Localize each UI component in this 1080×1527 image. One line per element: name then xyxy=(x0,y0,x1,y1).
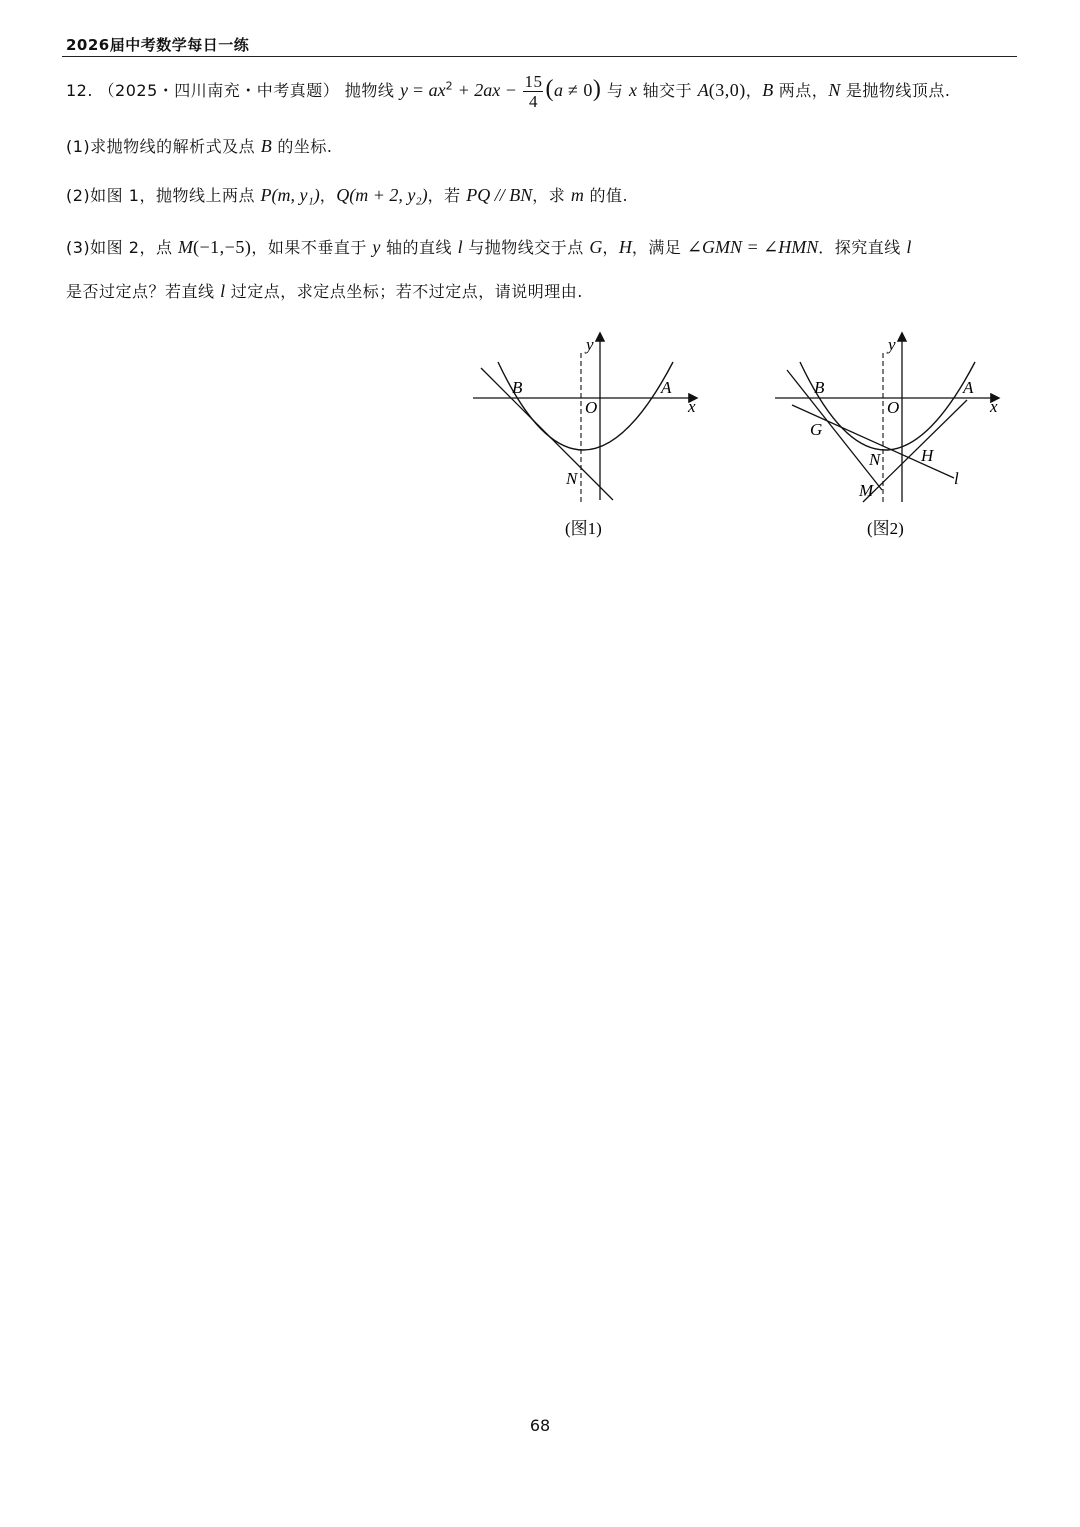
figure-1-label-A: A xyxy=(661,378,672,397)
figure-2-label-y: y xyxy=(888,335,896,354)
figure-1-label-y: y xyxy=(586,335,594,354)
figure-2-svg xyxy=(770,320,1010,545)
figure-1-label-O: O xyxy=(585,398,598,417)
part-3-text-f: ．探究直线 xyxy=(818,238,907,257)
line-BN xyxy=(481,368,613,500)
variable-m: m xyxy=(570,185,584,205)
equation-middle: + 2ax − xyxy=(453,80,522,100)
part-2 xyxy=(66,183,628,208)
figure-2-label-G: G xyxy=(810,420,823,439)
figure-1-label-N: N xyxy=(566,469,578,488)
part-3-text-e: ，满足 xyxy=(631,238,687,257)
figure-2-label-A: A xyxy=(963,378,974,397)
point-A-coordinates: (3,0) xyxy=(708,80,746,100)
page-number: 68 xyxy=(529,1416,551,1435)
equation-equals: = xyxy=(407,80,429,100)
point-P-coordinates: (m, y₁) xyxy=(271,185,320,205)
figure-1-caption: (图1) xyxy=(565,519,602,538)
fraction-numerator: 15 xyxy=(524,72,543,91)
header-rule xyxy=(62,56,1017,57)
part-1-text-b: 的坐标. xyxy=(271,137,333,156)
parallel-condition: PQ // BN xyxy=(466,185,533,205)
x-variable: x xyxy=(629,80,638,100)
point-H: H xyxy=(618,237,632,257)
stem-two-points: 两点， xyxy=(773,81,829,100)
figure-1-label-B: B xyxy=(512,378,523,397)
stem-axis: 轴交于 xyxy=(637,81,698,100)
point-A: A xyxy=(697,80,709,100)
part-3-label: (3) xyxy=(66,238,91,257)
stem-with: 与 xyxy=(606,81,630,100)
point-Q-coordinates: (m + 2, y₂) xyxy=(349,185,428,205)
part-3-text-h: 过定点，求定点坐标；若不过定点，请说明理由. xyxy=(225,282,583,301)
part-3-line-2 xyxy=(66,279,583,304)
point-M-coordinates: (−1,−5) xyxy=(193,237,252,257)
condition-close-paren: ) xyxy=(592,76,602,102)
fraction-denominator: 4 xyxy=(528,92,538,111)
figure-2-label-x: x xyxy=(990,397,998,416)
part-1 xyxy=(66,134,332,159)
stem-intro: 抛物线 xyxy=(344,81,395,100)
figure-1-svg xyxy=(470,320,710,545)
figure-2-caption: (图2) xyxy=(867,519,904,538)
point-P: P xyxy=(260,185,272,205)
figure-1-label-x: x xyxy=(688,397,696,416)
part-3-text-a: 如图 2，点 xyxy=(90,238,179,257)
equation-ax: ax xyxy=(428,80,446,100)
figure-2-label-l: l xyxy=(954,469,959,488)
part-2-label: (2) xyxy=(66,186,91,205)
condition-not-equal: ≠ 0 xyxy=(562,80,593,100)
part-2-text-d: 的值. xyxy=(583,186,629,205)
figure-2-label-M: M xyxy=(859,481,874,500)
line-l-third: l xyxy=(220,281,226,301)
part-3-text-c: 轴的直线 xyxy=(380,238,458,257)
question-source: （2025・四川南充・中考真题） xyxy=(98,81,340,100)
angle-condition: ∠GMN = ∠HMN xyxy=(686,237,819,257)
part-1-text-a: 求抛物线的解析式及点 xyxy=(90,137,261,156)
figure-2 xyxy=(770,320,1010,549)
line-MG xyxy=(787,370,882,490)
condition-open-paren: ( xyxy=(545,76,554,102)
y-variable: y xyxy=(372,237,381,257)
part-1-label: (1) xyxy=(66,137,91,156)
line-l-second: l xyxy=(906,237,912,257)
part-3-text-d: 与抛物线交于点 xyxy=(462,238,590,257)
part-3-separator: ， xyxy=(602,238,619,257)
figure-2-label-N: N xyxy=(869,450,881,469)
stem-comma: ， xyxy=(745,81,763,100)
point-M: M xyxy=(178,237,194,257)
point-N: N xyxy=(828,80,841,100)
figure-1 xyxy=(470,320,710,549)
part-2-text-b: ，若 xyxy=(427,186,467,205)
part-2-text-a: 如图 1，抛物线上两点 xyxy=(90,186,261,205)
line-l: l xyxy=(457,237,463,257)
question-number: 12. xyxy=(66,81,93,100)
page-header-title: 2026届中考数学每日一练 xyxy=(66,36,250,54)
part-2-comma: ， xyxy=(319,186,337,205)
equation-exponent: 2 xyxy=(445,79,454,93)
part-3-text-g: 是否过定点？若直线 xyxy=(66,282,221,301)
figure-2-label-O: O xyxy=(887,398,900,417)
equation-fraction xyxy=(523,72,543,111)
equation-y: y xyxy=(399,80,408,100)
point-Q: Q xyxy=(336,185,350,205)
point-G: G xyxy=(589,237,603,257)
question-stem xyxy=(66,72,951,111)
stem-vertex: 是抛物线顶点. xyxy=(840,81,951,100)
part-2-text-c: ，求 xyxy=(532,186,571,205)
figure-2-label-H: H xyxy=(921,446,934,465)
part-3-line-1 xyxy=(66,235,911,260)
part-1-var-B: B xyxy=(260,136,272,156)
point-B: B xyxy=(762,80,774,100)
condition-a: a xyxy=(553,80,563,100)
part-3-text-b: ，如果不垂直于 xyxy=(251,238,373,257)
figure-2-label-B: B xyxy=(814,378,825,397)
